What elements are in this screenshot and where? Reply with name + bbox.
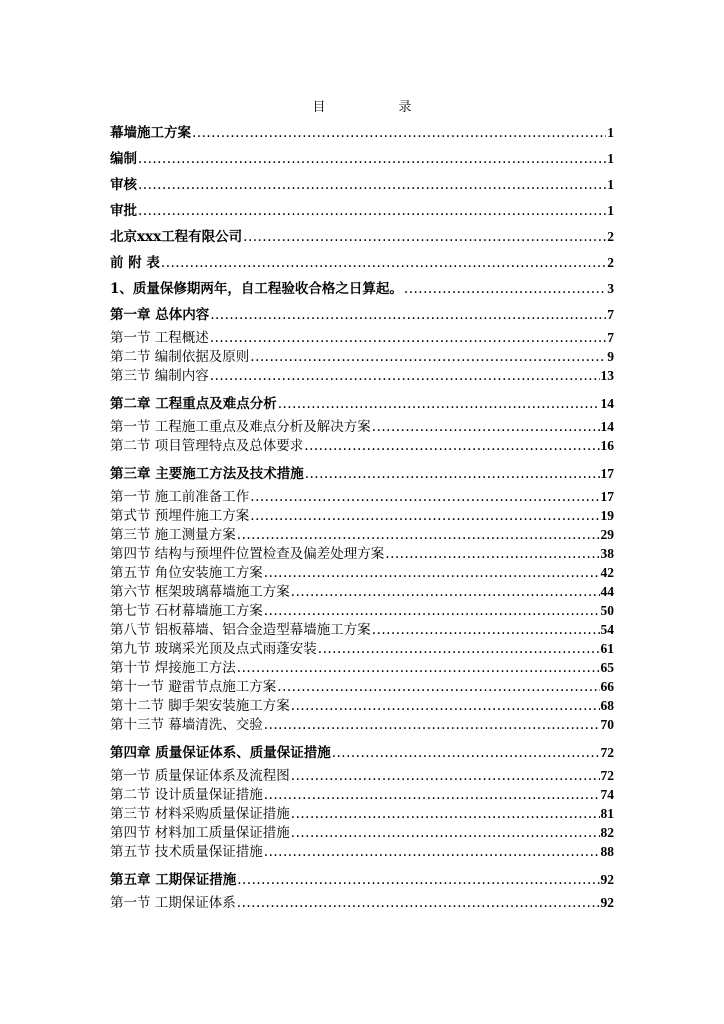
toc-entry[interactable] bbox=[110, 620, 614, 639]
toc-entry[interactable] bbox=[110, 639, 614, 658]
toc-entry-page-number: 44 bbox=[600, 584, 614, 599]
toc-entry[interactable] bbox=[110, 823, 614, 842]
toc-entry-page-number: 68 bbox=[600, 698, 614, 713]
dot-leader bbox=[291, 805, 600, 823]
toc-entry-label: 编制 bbox=[110, 151, 137, 167]
toc-entry[interactable] bbox=[110, 250, 614, 276]
toc-entry-label: 审批 bbox=[110, 203, 137, 219]
toc-entry[interactable] bbox=[110, 766, 614, 785]
toc-entry-label: 第十一节 避雷节点施工方案 bbox=[110, 679, 277, 695]
toc-entry[interactable] bbox=[110, 120, 614, 146]
toc-entry-label: 第十三节 幕墙清洗、交验 bbox=[110, 717, 263, 733]
toc-entry[interactable] bbox=[110, 487, 614, 506]
toc-entry-label: 前 附 表 bbox=[110, 255, 160, 271]
toc-entry[interactable] bbox=[110, 867, 614, 893]
dot-leader bbox=[192, 120, 606, 146]
toc-entry-page-number: 2 bbox=[607, 255, 614, 270]
toc-entry[interactable] bbox=[110, 544, 614, 563]
toc-entry-label: 第三节 施工测量方案 bbox=[110, 527, 236, 543]
dot-leader bbox=[210, 302, 606, 328]
toc-entry[interactable] bbox=[110, 391, 614, 417]
toc-entry-label: 第五节 技术质量保证措施 bbox=[110, 844, 263, 860]
toc-entry-page-number: 7 bbox=[607, 330, 614, 345]
dot-leader bbox=[237, 894, 600, 912]
toc-entry[interactable] bbox=[110, 146, 614, 172]
toc-entry-page-number: 19 bbox=[600, 508, 614, 523]
dot-leader bbox=[304, 437, 599, 455]
toc-entry-label: 第七节 石材幕墙施工方案 bbox=[110, 603, 263, 619]
toc-entry-page-number: 81 bbox=[600, 806, 614, 821]
toc-entry-label: 第一节 质量保证体系及流程图 bbox=[110, 768, 290, 784]
toc-entry[interactable] bbox=[110, 436, 614, 455]
toc-entry-page-number: 92 bbox=[600, 872, 614, 887]
dot-leader bbox=[250, 488, 599, 506]
toc-entry-page-number: 29 bbox=[600, 527, 614, 542]
toc-entry-page-number: 38 bbox=[600, 546, 614, 561]
toc-entry-label: 第五章 工期保证措施 bbox=[110, 872, 237, 888]
toc-entry-page-number: 72 bbox=[600, 768, 614, 783]
dot-leader bbox=[291, 767, 600, 785]
toc-entry-page-number: 9 bbox=[607, 349, 614, 364]
toc-entry[interactable] bbox=[110, 677, 614, 696]
toc-entry-label: 第式节 预埋件施工方案 bbox=[110, 508, 250, 524]
toc-entry[interactable] bbox=[110, 696, 614, 715]
dot-leader bbox=[250, 507, 599, 525]
toc-entry-label: 第一节 工期保证体系 bbox=[110, 895, 236, 911]
toc-entry-page-number: 1 bbox=[607, 177, 614, 192]
dot-leader bbox=[237, 659, 600, 677]
toc-entry-page-number: 54 bbox=[600, 622, 614, 637]
toc-entry-label: 第九节 玻璃采光顶及点式雨蓬安装 bbox=[110, 641, 317, 657]
toc-entry-label: 第十二节 脚手架安装施工方案 bbox=[110, 698, 290, 714]
toc-entry-label: 第三节 编制内容 bbox=[110, 368, 209, 384]
dot-leader bbox=[372, 621, 600, 639]
toc-entry-page-number: 50 bbox=[600, 603, 614, 618]
table-of-contents bbox=[110, 120, 614, 912]
dot-leader bbox=[264, 564, 600, 582]
toc-entry-label: 第四节 结构与预埋件位置检查及偏差处理方案 bbox=[110, 546, 385, 562]
toc-heading: 目 录 bbox=[312, 100, 442, 115]
dot-leader bbox=[264, 716, 600, 734]
toc-entry-page-number: 7 bbox=[607, 307, 614, 322]
toc-entry[interactable] bbox=[110, 563, 614, 582]
toc-entry[interactable] bbox=[110, 302, 614, 328]
toc-entry[interactable] bbox=[110, 715, 614, 734]
toc-entry[interactable] bbox=[110, 525, 614, 544]
toc-entry-label: 审核 bbox=[110, 177, 137, 193]
toc-entry[interactable] bbox=[110, 276, 614, 302]
toc-entry-page-number: 1 bbox=[607, 151, 614, 166]
dot-leader bbox=[305, 461, 600, 487]
toc-entry-label: 第一节 工程施工重点及难点分析及解决方案 bbox=[110, 419, 371, 435]
toc-entry[interactable] bbox=[110, 785, 614, 804]
toc-entry-label: 第一节 工程概述 bbox=[110, 330, 209, 346]
toc-entry-label: 第二节 项目管理特点及总体要求 bbox=[110, 438, 304, 454]
toc-entry-label: 第一节 施工前准备工作 bbox=[110, 489, 250, 505]
toc-entry[interactable] bbox=[110, 601, 614, 620]
toc-entry-page-number: 13 bbox=[600, 368, 614, 383]
toc-entry-label: 第四章 质量保证体系、质量保证措施 bbox=[110, 745, 331, 761]
toc-entry-page-number: 16 bbox=[600, 438, 614, 453]
toc-entry[interactable] bbox=[110, 842, 614, 861]
toc-entry-page-number: 14 bbox=[600, 396, 614, 411]
toc-entry-page-number: 1 bbox=[607, 203, 614, 218]
toc-entry-page-number: 74 bbox=[600, 787, 614, 802]
toc-entry[interactable] bbox=[110, 198, 614, 224]
toc-entry-label: 第八节 铝板幕墙、铝合金造型幕墙施工方案 bbox=[110, 622, 371, 638]
toc-entry-label: 第二章 工程重点及难点分析 bbox=[110, 396, 277, 412]
toc-entry[interactable] bbox=[110, 804, 614, 823]
dot-leader bbox=[264, 602, 600, 620]
dot-leader bbox=[210, 329, 606, 347]
dot-leader bbox=[138, 172, 606, 198]
toc-entry[interactable] bbox=[110, 172, 614, 198]
toc-entry-label: 幕墙施工方案 bbox=[110, 125, 191, 141]
toc-entry-page-number: 66 bbox=[600, 679, 614, 694]
toc-entry-label: 第二节 设计质量保证措施 bbox=[110, 787, 263, 803]
dot-leader bbox=[237, 526, 600, 544]
toc-entry-page-number: 17 bbox=[600, 489, 614, 504]
toc-entry[interactable] bbox=[110, 893, 614, 912]
toc-entry[interactable] bbox=[110, 506, 614, 525]
toc-entry[interactable] bbox=[110, 347, 614, 366]
toc-entry-label: 第三节 材料采购质量保证措施 bbox=[110, 806, 290, 822]
dot-leader bbox=[372, 418, 600, 436]
toc-entry-page-number: 2 bbox=[607, 229, 614, 244]
toc-entry-label: 第三章 主要施工方法及技术措施 bbox=[110, 466, 304, 482]
toc-entry-label: 第二节 编制依据及原则 bbox=[110, 349, 250, 365]
toc-entry[interactable] bbox=[110, 366, 614, 385]
dot-leader bbox=[277, 678, 599, 696]
toc-entry[interactable] bbox=[110, 461, 614, 487]
dot-leader bbox=[291, 697, 600, 715]
toc-entry-label: 第六节 框架玻璃幕墙施工方案 bbox=[110, 584, 290, 600]
dot-leader bbox=[264, 786, 600, 804]
toc-entry[interactable] bbox=[110, 417, 614, 436]
toc-entry-page-number: 82 bbox=[600, 825, 614, 840]
dot-leader bbox=[291, 824, 600, 842]
toc-entry-page-number: 1 bbox=[607, 125, 614, 140]
dot-leader bbox=[161, 250, 606, 276]
toc-entry-page-number: 88 bbox=[600, 844, 614, 859]
dot-leader bbox=[278, 391, 600, 417]
toc-entry-page-number: 70 bbox=[600, 717, 614, 732]
toc-entry-page-number: 72 bbox=[600, 745, 614, 760]
dot-leader bbox=[138, 146, 606, 172]
dot-leader bbox=[291, 583, 600, 601]
dot-leader bbox=[385, 545, 599, 563]
toc-entry[interactable] bbox=[110, 582, 614, 601]
toc-entry[interactable] bbox=[110, 658, 614, 677]
toc-entry-page-number: 17 bbox=[600, 466, 614, 481]
toc-entry-label: 1、质量保修期两年，自工程验收合格之日算起。 bbox=[110, 281, 403, 297]
dot-leader bbox=[404, 276, 606, 302]
toc-entry-label: 第十节 焊接施工方法 bbox=[110, 660, 236, 676]
toc-entry[interactable] bbox=[110, 224, 614, 250]
toc-entry-label: 第一章 总体内容 bbox=[110, 307, 210, 323]
toc-entry-label: 北京xxx工程有限公司 bbox=[110, 229, 243, 245]
toc-entry-page-number: 14 bbox=[600, 419, 614, 434]
toc-entry-label: 第五节 角位安装施工方案 bbox=[110, 565, 263, 581]
toc-entry-label: 第四节 材料加工质量保证措施 bbox=[110, 825, 290, 841]
dot-leader bbox=[138, 198, 606, 224]
toc-entry-page-number: 61 bbox=[600, 641, 614, 656]
toc-entry[interactable] bbox=[110, 328, 614, 347]
toc-entry[interactable] bbox=[110, 740, 614, 766]
dot-leader bbox=[243, 224, 606, 250]
dot-leader bbox=[250, 348, 606, 366]
dot-leader bbox=[318, 640, 600, 658]
toc-entry-page-number: 92 bbox=[600, 895, 614, 910]
toc-entry-page-number: 42 bbox=[600, 565, 614, 580]
dot-leader bbox=[332, 740, 600, 766]
dot-leader bbox=[264, 843, 600, 861]
toc-entry-page-number: 65 bbox=[600, 660, 614, 675]
dot-leader bbox=[237, 867, 599, 893]
dot-leader bbox=[210, 367, 600, 385]
toc-entry-page-number: 3 bbox=[607, 281, 614, 296]
